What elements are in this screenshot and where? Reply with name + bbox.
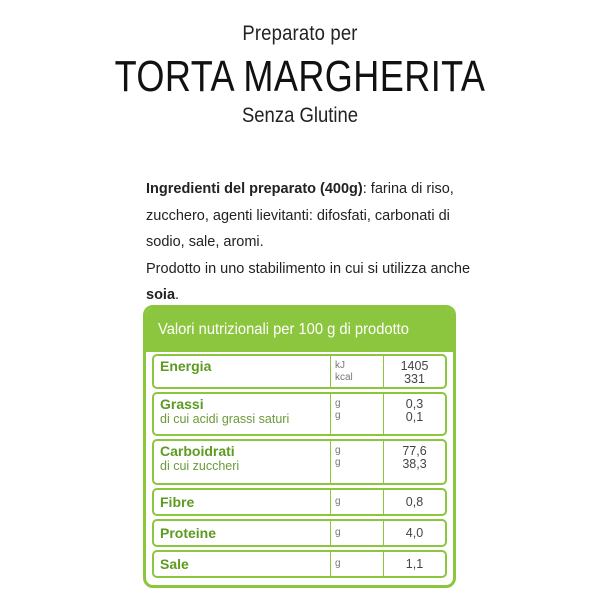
- nutrient-value-cell: [384, 356, 445, 387]
- nutrient-unit: g: [335, 457, 341, 468]
- nutrition-row-proteine: [152, 519, 447, 547]
- nutrient-unit: g: [335, 410, 341, 421]
- nutrient-value: 0,1: [405, 410, 424, 424]
- nutrition-row-energia: [152, 354, 447, 389]
- nutrient-subname: di cui acidi grassi saturi: [160, 412, 290, 426]
- nutrition-heading-text: Valori nutrizionali per 100 g di prodotto: [158, 321, 409, 338]
- nutrition-row-carboidrati: [152, 439, 447, 485]
- nutrient-name-cell: [154, 490, 331, 514]
- nutrient-unit: g: [335, 445, 341, 456]
- nutrient-name: Fibre: [160, 494, 195, 510]
- nutrient-unit: g: [331, 521, 384, 545]
- nutrient-value: 1,1: [405, 556, 424, 571]
- nutrient-unit: g: [335, 398, 341, 409]
- allergen-note: Prodotto in uno stabilimento in cui si utilizza anche: [146, 260, 471, 277]
- nutrient-unit: g: [331, 552, 384, 576]
- nutrient-unit: kJ: [335, 360, 345, 371]
- nutrient-name-cell: [154, 552, 331, 576]
- product-header: [0, 22, 600, 128]
- nutrient-value: 0,3: [405, 397, 424, 411]
- nutrient-value: 1405: [400, 359, 429, 373]
- ingredients-label: Ingredienti del preparato (400g): [146, 181, 363, 197]
- nutrient-subname: di cui zuccheri: [160, 459, 240, 473]
- nutrient-unit: kcal: [335, 372, 353, 383]
- nutrient-unit-cell: [331, 441, 384, 483]
- nutrient-unit: g: [331, 490, 384, 514]
- nutrient-name-cell: [154, 521, 331, 545]
- ingredients-text: : farina di riso, zucchero, agenti lievitanti: difosfati, carbonati di sodio, sale, aromi.: [146, 181, 454, 250]
- nutrient-value-cell: [384, 394, 445, 434]
- nutrient-name: Proteine: [160, 525, 217, 541]
- nutrient-value: 38,3: [402, 457, 427, 471]
- prepared-for-label: Preparato per: [242, 22, 358, 45]
- nutrition-table: [143, 305, 456, 588]
- nutrient-value: 77,6: [402, 444, 427, 458]
- nutrient-name: Sale: [160, 556, 189, 572]
- nutrient-unit-cell: [331, 394, 384, 434]
- nutrient-name: Grassi: [160, 396, 204, 412]
- nutrient-name-cell: [154, 356, 331, 387]
- allergen-note-end: .: [175, 287, 180, 303]
- nutrition-row-grassi: [152, 392, 447, 436]
- nutrient-name-cell: [154, 394, 331, 434]
- gluten-free-label: Senza Glutine: [241, 104, 359, 127]
- nutrition-row-fibre: [152, 488, 447, 516]
- ingredients-block: [146, 176, 476, 309]
- nutrient-name-cell: [154, 441, 331, 483]
- nutrient-unit-cell: [331, 356, 384, 387]
- nutrient-value: 4,0: [405, 525, 424, 540]
- nutrient-name: Energia: [160, 358, 212, 374]
- nutrition-rows: [146, 352, 453, 578]
- nutrient-value: 0,8: [405, 494, 424, 509]
- product-title: TORTA MARGHERITA: [114, 52, 486, 101]
- allergen-name: soia: [146, 287, 176, 303]
- nutrient-value: 331: [404, 372, 425, 386]
- nutrient-name: Carboidrati: [160, 443, 235, 459]
- nutrition-row-sale: [152, 550, 447, 578]
- nutrient-value-cell: [384, 441, 445, 483]
- nutrition-table-heading: [146, 308, 453, 352]
